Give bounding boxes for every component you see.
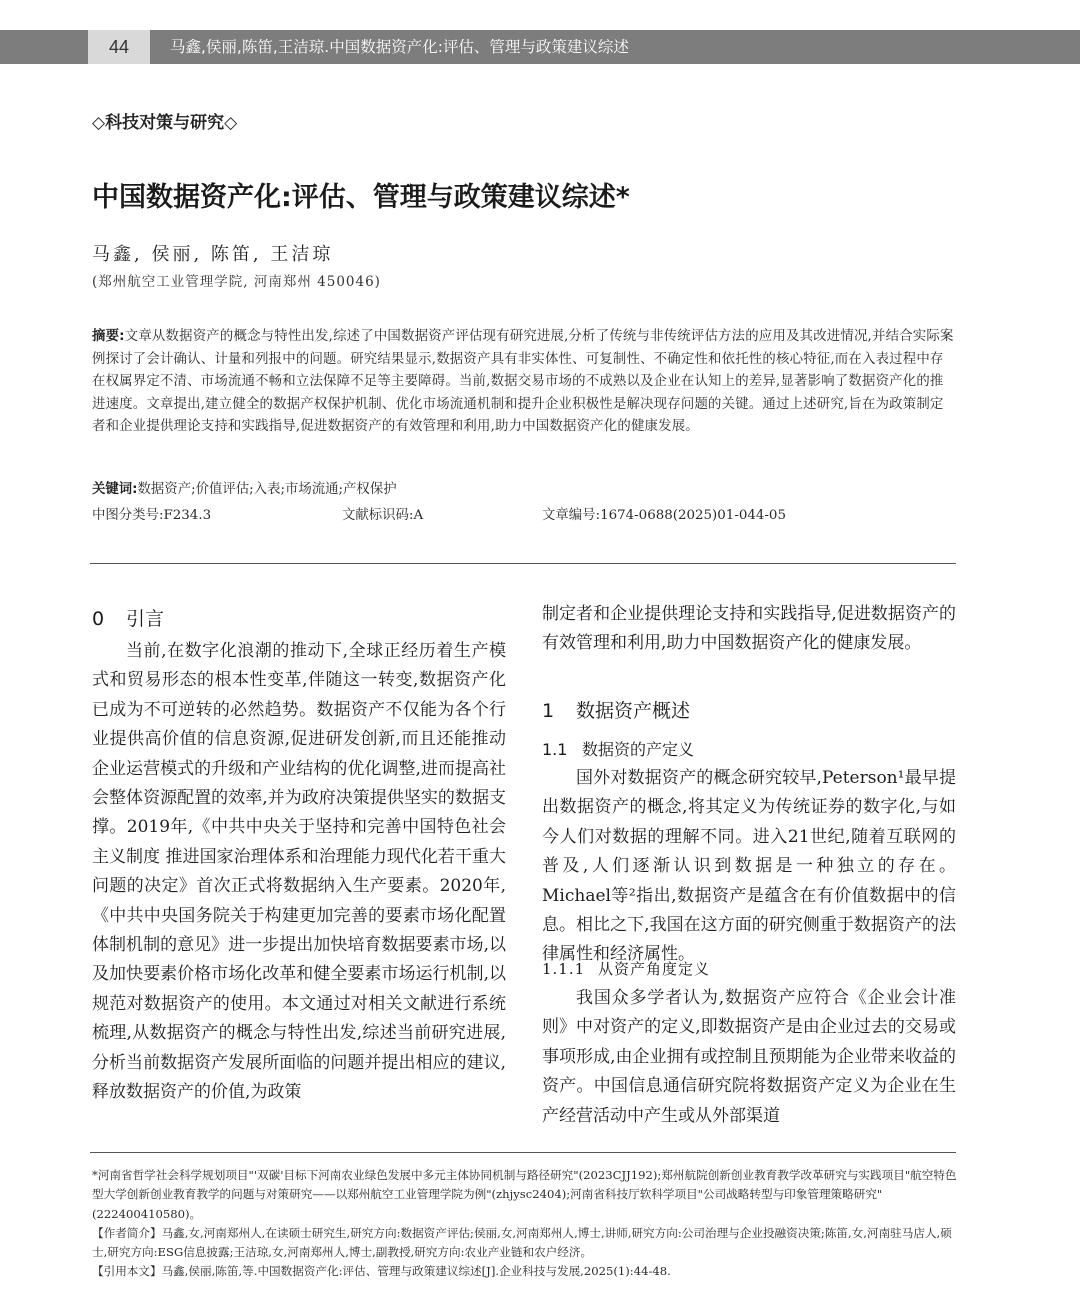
doc-code-value: A: [413, 508, 424, 523]
section-1-1-body: [542, 764, 956, 970]
page-number: 44: [88, 30, 150, 64]
section-number: 1.1.1: [542, 960, 586, 978]
section-title: 数据资产概述: [576, 700, 691, 722]
clc-value: F234.3: [163, 508, 212, 523]
section-1-1-1-body: [542, 984, 956, 1131]
doc-code-label: 文献标识码:: [342, 508, 414, 523]
keywords-label: 关键词:: [92, 482, 138, 497]
document-code: [342, 504, 423, 523]
clc-number: [92, 504, 211, 523]
abstract-divider: [90, 563, 956, 564]
paragraph: 当前,在数字化浪潮的推动下,全球正经历着生产模式和贸易形态的根本性变革,伴随这一转变,数据资产化已成为不可逆转的必然趋势。数据资产不仅能为各个行业提供高价值的信息资源,促进研发创新,而且还能推动企业运营模式的升级和产业结构的优化调整,进而提高社会整体资源配置的效率,并为政府决策提供坚实的数据支撑。2019年,《中共中央关于坚持和完善中国特色社会主义制度 推进国家治理体系和治理能力现代化若干重大问题的决定》首次正式将数据纳入生产要素。2020年,《中共中央国务院关于构建更加完善的要素市场化配置体制机制的意见》进一步提出加快培育数据要素市场,以及加快要素价格市场化改革和健全要素市场运行机制,以规范对数据资产的使用。本文通过对相关文献进行系统梳理,从数据资产的概念与特性出发,综述当前研究进展,分析当前数据资产发展所面临的问题并提出相应的建议,释放数据资产的价值,为政策: [92, 641, 506, 1103]
paragraph-continued: 制定者和企业提供理论支持和实践指导,促进数据资产的有效管理和利用,助力中国数据资产化的健康发展。: [542, 604, 956, 654]
author-list: 马鑫, 侯丽, 陈笛, 王洁琼: [92, 244, 334, 265]
keywords: [92, 478, 397, 497]
section-title: 数据资的产定义: [582, 740, 695, 759]
affiliation: (郑州航空工业管理学院, 河南郑州 450046): [92, 274, 381, 290]
footnote-divider: [90, 1152, 956, 1153]
funding-note: *河南省哲学社会科学规划项目"'双碳'目标下河南农业绿色发展中多元主体协同机制与路径研究"(2023CJJ192);郑州航院创新创业教育教学改革研究与实践项目"航空特色型大学创新创业教育教学的问题与对策研究——以郑州航空工业管理学院为例"(zhjysc2404);河南省科技厅软科学项目"公司战略转型与印象管理策略研究"(222400410580)。: [92, 1168, 957, 1221]
abstract: [92, 326, 956, 439]
paragraph: 国外对数据资产的概念研究较早,Peterson¹最早提出数据资产的概念,将其定义为传统证券的数字化,与如今人们对数据的理解不同。进入21世纪,随着互联网的普及,人们逐渐认识到数据是一种独立的存在。Michael等²指出,数据资产是蕴含在有价值数据中的信息。相比之下,我国在这方面的研究侧重于数据资产的法律属性和经济属性。: [542, 768, 956, 965]
section-1-heading: [542, 696, 690, 723]
left-column: [92, 637, 506, 1108]
section-number: 0: [92, 608, 105, 630]
section-title: 从资产角度定义: [598, 960, 711, 978]
keywords-text: 数据资产;价值评估;入表;市场流通;产权保护: [137, 482, 397, 497]
article-number: [542, 504, 786, 523]
article-no-label: 文章编号:: [542, 508, 601, 523]
section-1-1-heading: [542, 737, 694, 760]
paragraph: 我国众多学者认为,数据资产应符合《企业会计准则》中对资产的定义,即数据资产是由企业过去的交易或事项形成,由企业拥有或控制且预期能为企业带来收益的资产。中国信息通信研究院将数据资产定义为企业在生产经营活动中产生或从外部渠道: [542, 988, 956, 1126]
clc-label: 中图分类号:: [92, 508, 164, 523]
abstract-text: 文章从数据资产的概念与特性出发,综述了中国数据资产评估现有研究进展,分析了传统与非传统评估方法的应用及其改进情况,并结合实际案例探讨了会计确认、计量和列报中的问题。研究结果显示,数据资产具有非实体性、可复制性、不确定性和依托性的核心特征,而在入表过程中存在权属界定不清、市场流通不畅和立法保障不足等主要障碍。当前,数据交易市场的不成熟以及企业在认知上的差异,显著影响了数据资产化的推进速度。文章提出,建立健全的数据产权保护机制、优化市场流通机制和提升企业积极性是解决现存问题的关键。通过上述研究,旨在为政策制定者和企业提供理论支持和实践指导,促进数据资产的有效管理和利用,助力中国数据资产化的健康发展。: [92, 329, 954, 434]
column-label: ◇科技对策与研究◇: [92, 113, 238, 133]
section-1-1-1-heading: [542, 958, 710, 979]
footnotes: [92, 1166, 958, 1282]
section-number: 1: [542, 700, 555, 722]
right-column: [542, 600, 956, 659]
section-0-heading: [92, 604, 164, 631]
section-title: 引言: [126, 608, 165, 630]
citation-note: 【引用本文】马鑫,侯丽,陈笛,等.中国数据资产化:评估、管理与政策建议综述[J].企业科技与发展,2025(1):44-48.: [92, 1264, 671, 1279]
section-number: 1.1: [542, 740, 568, 759]
article-no-value: 1674-0688(2025)01-044-05: [600, 508, 786, 523]
abstract-label: 摘要:: [92, 329, 125, 344]
paper-title: 中国数据资产化:评估、管理与政策建议综述*: [92, 182, 630, 213]
running-head: 马鑫,侯丽,陈笛,王洁琼.中国数据资产化:评估、管理与政策建议综述: [170, 38, 629, 56]
author-bio-note: 【作者简介】马鑫,女,河南郑州人,在读硕士研究生,研究方向:数据资产评估;侯丽,女,河南郑州人,博士,讲师,研究方向:公司治理与企业投融资决策;陈笛,女,河南驻马店人,硕士,研究方向:ESG信息披露;王洁琼,女,河南郑州人,博士,副教授,研究方向:农业产业链和农户经济。: [92, 1225, 952, 1260]
